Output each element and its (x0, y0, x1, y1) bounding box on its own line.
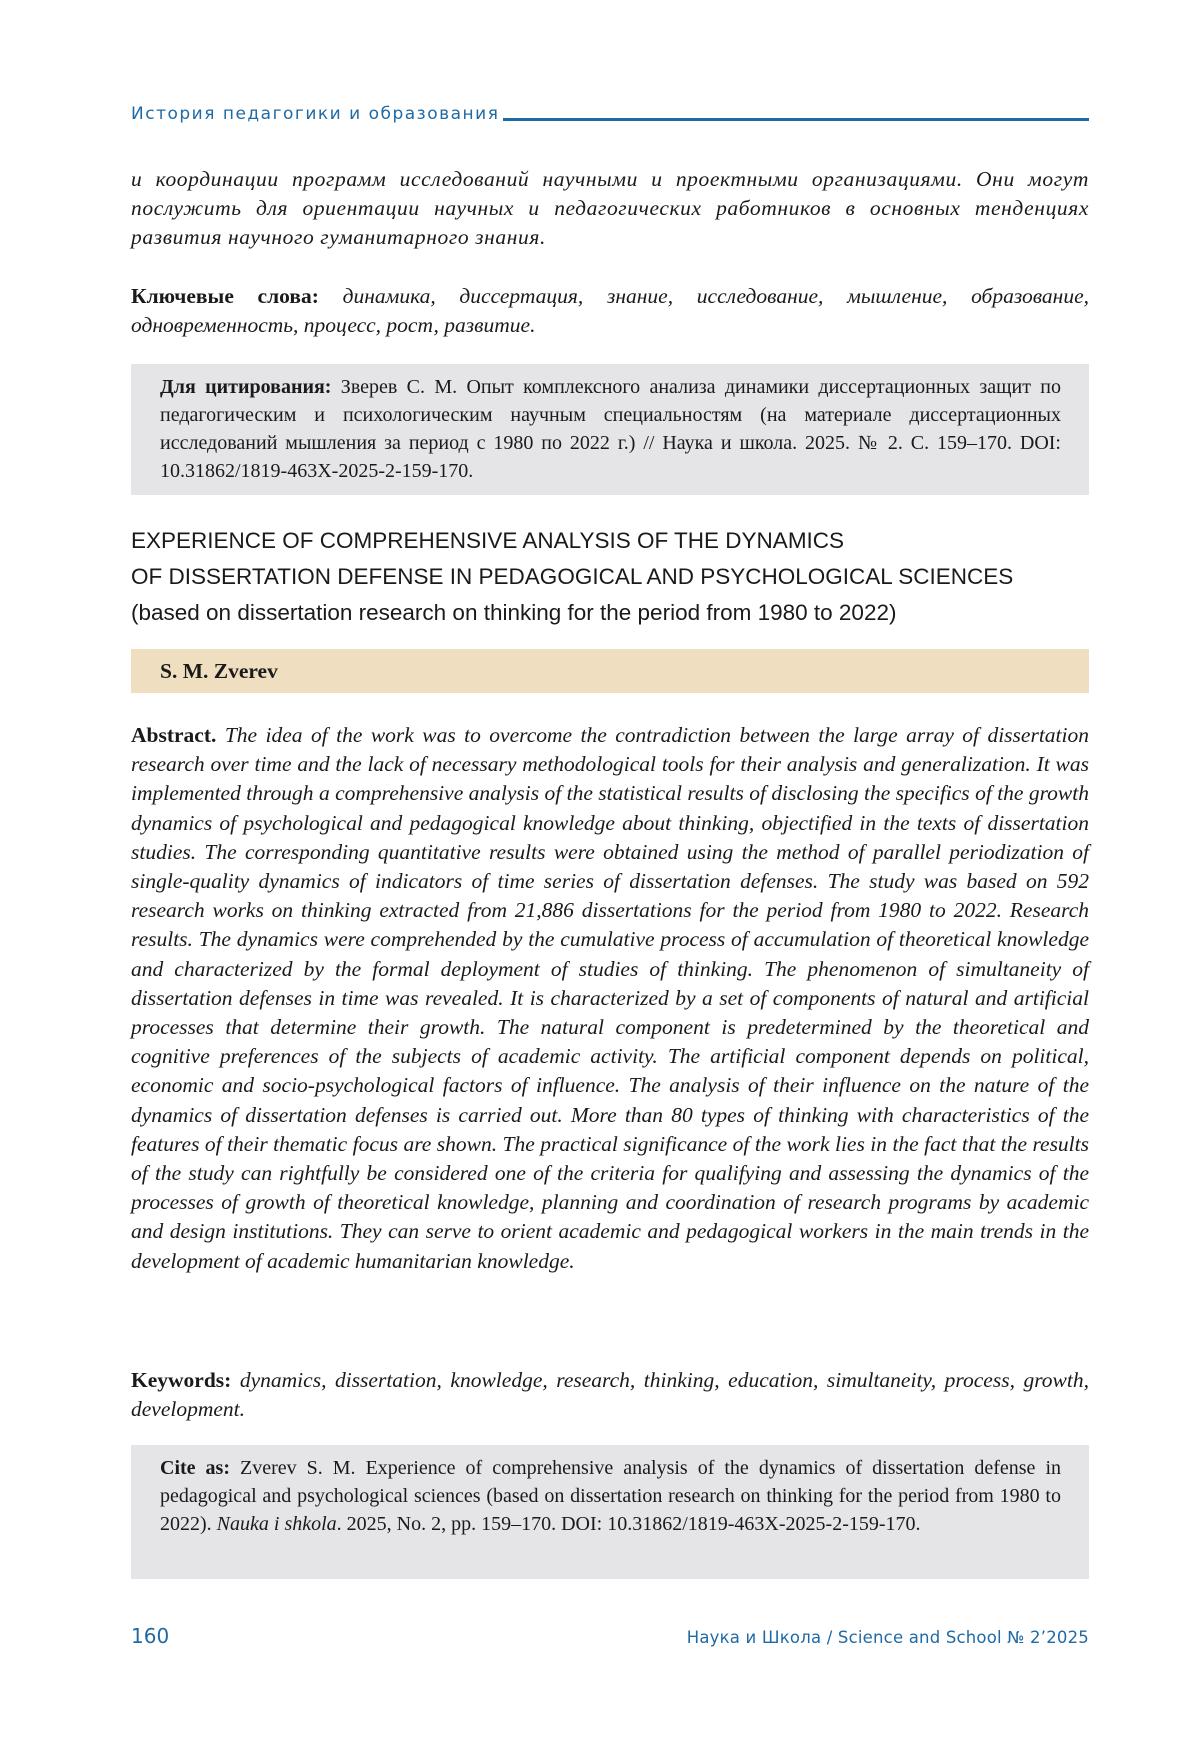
abstract-label: Abstract. (131, 723, 217, 747)
keywords-label: Keywords: (131, 1368, 232, 1392)
ru-citation-label: Для цитирования: (160, 376, 332, 398)
ru-abstract-continuation: и координации программ исследований научными и проектными организациями. Они могут послужить для ориентации научных и педагогических работников в основных тенденциях развития научного гуманитарного знания. (131, 167, 1089, 249)
header-rule (503, 118, 1089, 121)
journal-footer: Наука и Школа / Science and School № 2’2025 (686, 1628, 1089, 1647)
cite-journal: Nauka i shkola (216, 1513, 337, 1535)
title-line: EXPERIENCE OF COMPREHENSIVE ANALYSIS OF THE DYNAMICS (131, 528, 845, 553)
ru-keywords (131, 282, 1089, 340)
title-line: (based on dissertation research on thinking for the period from 1980 to 2022) (131, 600, 897, 625)
ru-keywords-label: Ключевые слова: (131, 284, 319, 308)
cite-text-tail: . 2025, No. 2, pp. 159–170. DOI: 10.31862/1819-463X-2025-2-159-170. (336, 1513, 921, 1535)
cite-label: Cite as: (160, 1457, 230, 1479)
keywords-text: dynamics, dissertation, knowledge, research, thinking, education, simultaneity, process, growth, development. (131, 1368, 1089, 1421)
ru-keywords-text: динамика, диссертация, знание, исследование, мышление, образование, одновременность, процесс, рост, развитие. (131, 284, 1089, 337)
section-title: История педагогики и образования (131, 104, 500, 124)
title-line: OF DISSERTATION DEFENSE IN PEDAGOGICAL AND PSYCHOLOGICAL SCIENCES (131, 564, 1014, 589)
author-name: S. M. Zverev (131, 649, 1089, 693)
keywords-en (131, 1366, 1089, 1424)
article-title-en (131, 523, 1089, 631)
abstract-text: The idea of the work was to overcome the contradiction between the large array of dissertation research over time and the lack of necessary methodological tools for their analysis and generalization. It was implemented through a comprehensive analysis of the statistical results of disclosing the specifics of the growth dynamics of psychological and pedagogical knowledge about thinking, objectified in the texts of dissertation studies. The corresponding quantitative results were obtained using the method of parallel periodization of single-quality dynamics of indicators of time series of dissertation defenses. The study was based on 592 research works on thinking extracted from 21,886 dissertations for the period from 1980 to 2022. Research results. The dynamics were comprehended by the cumulative process of accumulation of theoretical knowledge and characterized by the formal deployment of studies of thinking. The phenomenon of simultaneity of dissertation defenses in time was revealed. It is characterized by a set of components of natural and artificial processes that determine their growth. The natural component is predetermined by the theoretical and cognitive preferences of the subjects of academic activity. The artificial component depends on political, economic and socio-psychological factors of influence. The analysis of their influence on the nature of the dynamics of dissertation defenses is carried out. More than 80 types of thinking with characteristics of the features of their thematic focus are shown. The practical significance of the work lies in the fact that the results of the study can rightfully be considered one of the criteria for qualifying and assessing the dynamics of the processes of growth of theoretical knowledge, planning and coordination of research programs by academic and design institutions. They can serve to orient academic and pedagogical workers in the main trends in the development of academic humanitarian knowledge. (131, 723, 1089, 1273)
abstract-en (131, 721, 1089, 1276)
running-head (131, 104, 1089, 124)
en-citation-box (131, 1445, 1089, 1579)
page-number: 160 (131, 1624, 170, 1648)
ru-citation-text: Зверев С. М. Опыт комплексного анализа динамики диссертационных защит по педагогическим и психологическим научным специальностям (на материале диссертационных исследований мышления за период с 1980 по 2022 г.) // Наука и школа. 2025. № 2. С. 159–170. DOI: 10.31862/1819-463X-2025-2-159-170. (160, 376, 1061, 482)
cite-text: Zverev S. M. Experience of comprehensive analysis of the dynamics of dissertation defense in pedagogical and psychological sciences (based on dissertation research on thinking for the period from 1980 to 2022). (160, 1457, 1061, 1535)
ru-citation-box (131, 364, 1089, 495)
